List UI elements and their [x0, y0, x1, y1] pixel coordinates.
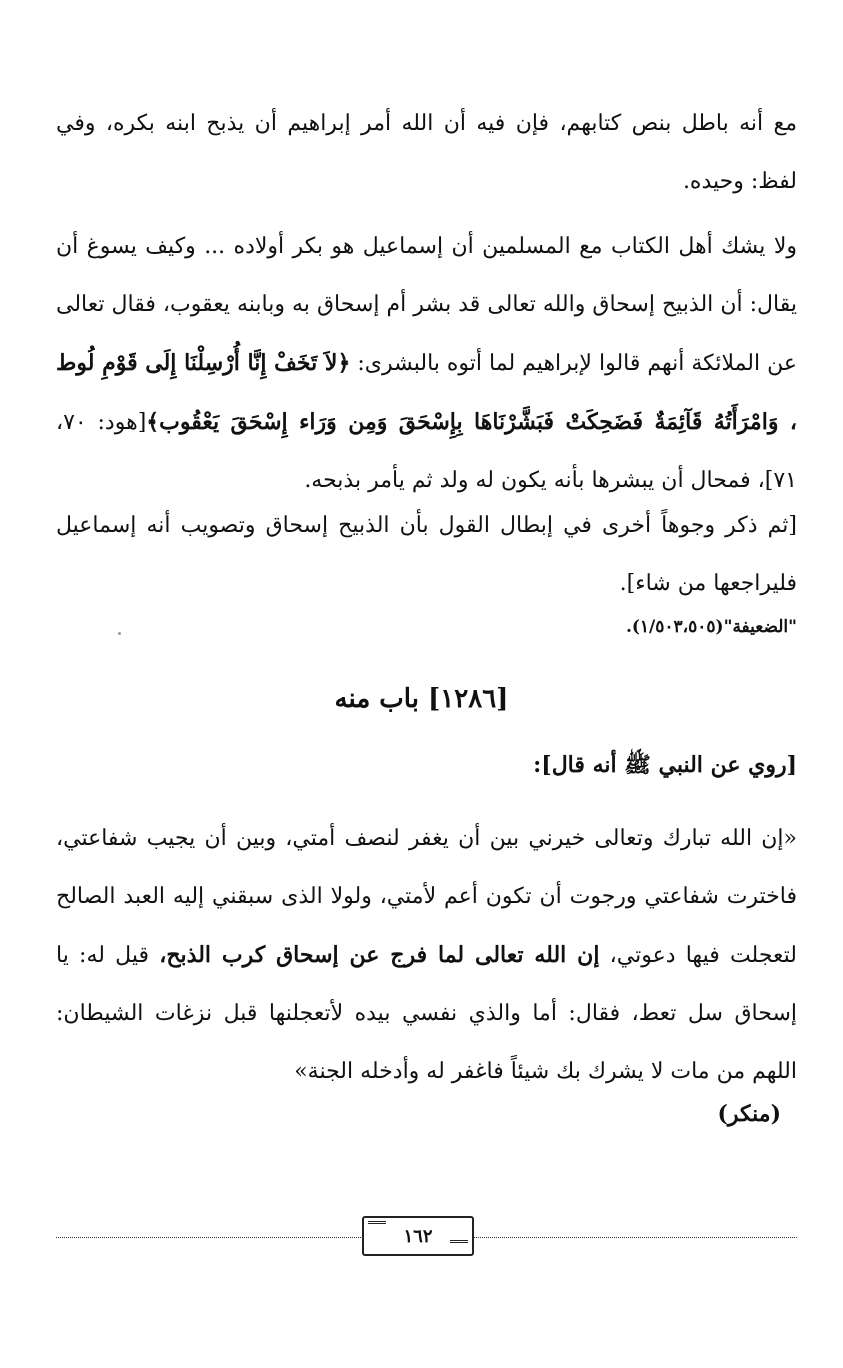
hadith-part-2: قيل له: يا إسحاق سل تعط، فقال: أما والذي نفسي بيده لأتعجلنها قبل نزغات الشيطان: اللهم من مات لا يشرك بك شيئاً فاغفر له وأدخله الجنة» [56, 943, 797, 1084]
paragraph-2-end: [هود: ٧٠، ٧١]، فمحال أن يبشرها بأنه يكون له ولد ثم يأمر بذبحه. [56, 410, 797, 493]
corner-ornament-icon [368, 1221, 386, 1232]
source-citation: "الضعيفة"(١/٥٠٣،٥٠٥). [625, 617, 797, 637]
page-number: ١٦٢ [403, 1225, 433, 1247]
section-heading: [١٢٨٦] باب منه [334, 684, 509, 714]
paragraph-3: [ثم ذكر وجوهاً أخرى في إبطال القول بأن الذبيح إسحاق وتصويب أنه إسماعيل فليراجعها من شاء]. [56, 513, 797, 596]
hadith-bold-part: إن الله تعالى لما فرج عن إسحاق كرب الذبح، [159, 942, 600, 968]
hadith-text [56, 810, 797, 1101]
hadith-intro: [روي عن النبي ﷺ أنه قال]: [533, 752, 797, 778]
speck-mark [118, 632, 121, 635]
paragraph-1: مع أنه باطل بنص كتابهم، فإن فيه أن الله أمر إبراهيم أن يذبح ابنه بكره، وفي لفظ: وحيده. [56, 111, 797, 194]
hadith-part-1: «إن الله تبارك وتعالى خيرني بين أن يغفر لنصف أمتي، وبين أن يجيب شفاعتي، فاخترت شفاعتي ورجوت أن تكون أعم لأمتي، ولولا الذى سبقني إليه العبد الصالح لتعجلت فيها دعوتي، [56, 826, 797, 968]
hadith-verdict: (منكر) [717, 1101, 781, 1127]
paragraph-2 [56, 218, 797, 510]
page-number-box [362, 1216, 474, 1256]
paragraph-2-start: ولا يشك أهل الكتاب مع المسلمين أن إسماعيل هو بكر أولاده ... وكيف يسوغ أن يقال: أن الذبيح إسحاق والله تعالى قد بشر أم إسحاق به وبابنه يعقوب، فقال تعالى عن الملائكة أنهم قالوا لإبراهيم لما أتوه بالبشرى: [56, 234, 797, 376]
corner-ornament-icon [450, 1240, 468, 1251]
quran-verse: ﴿لاَ تَخَفْ إِنَّا أُرْسِلْنَا إِلَى قَوْمِ لُوط ، وَامْرَأَتُهُ قَآئِمَةٌ فَضَحِكَتْ فَبَشَّرْنَاهَا بِإِسْحَقَ وَمِن وَرَاء إِسْحَقَ يَعْقُوب﴾ [56, 350, 797, 435]
